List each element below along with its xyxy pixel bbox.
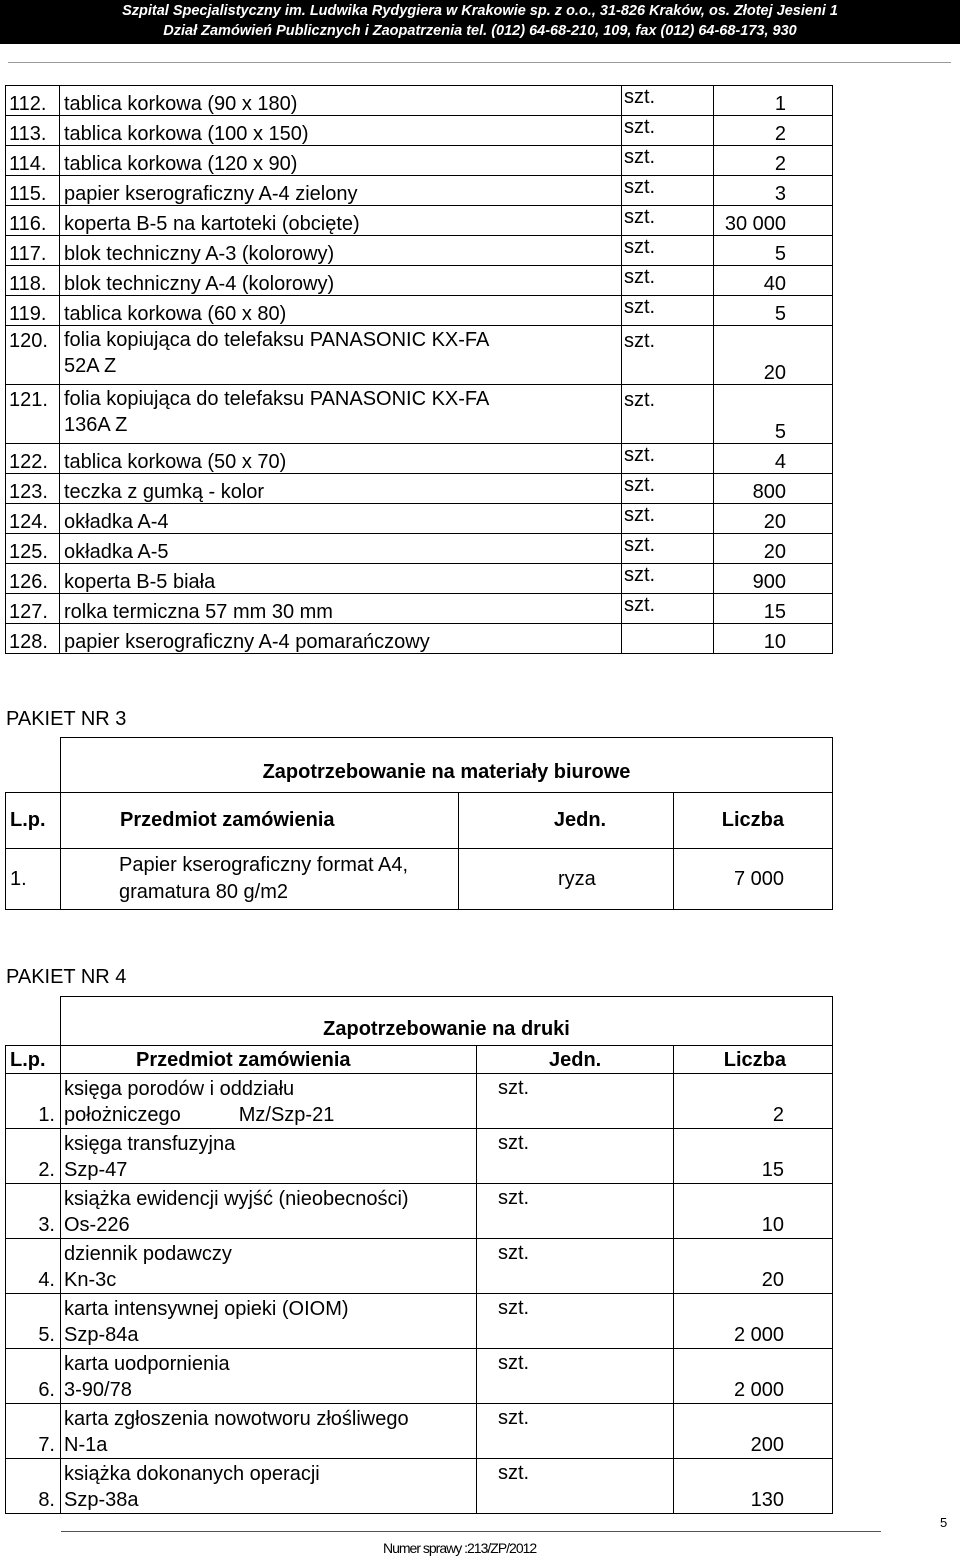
item-name: papier kserograficzny A-4 zielony xyxy=(60,176,622,206)
row-unit: szt. xyxy=(477,1129,674,1184)
header-qty: Liczba xyxy=(674,1046,833,1074)
row-item xyxy=(61,1129,477,1184)
row-number: 1. xyxy=(6,849,61,910)
row-item-line-2-text: Szp-38a xyxy=(64,1489,139,1511)
item-qty: 5 xyxy=(714,236,833,266)
item-unit: szt. xyxy=(622,296,714,326)
item-number: 123. xyxy=(6,474,60,504)
row-item-line-2 xyxy=(64,1432,476,1458)
table-row xyxy=(6,146,833,176)
pakiet-3-table xyxy=(5,737,833,910)
item-name: koperta B-5 biała xyxy=(60,564,622,594)
item-qty: 2 xyxy=(714,146,833,176)
item-qty: 5 xyxy=(714,385,833,444)
item-name-line-1: folia kopiująca do telefaksu PANASONIC KX-FA xyxy=(64,329,490,351)
item-qty: 20 xyxy=(714,534,833,564)
item-unit: szt. xyxy=(622,266,714,296)
item-number: 117. xyxy=(6,236,60,266)
item-qty: 2 xyxy=(714,116,833,146)
table-row xyxy=(6,1459,833,1514)
table-row xyxy=(6,534,833,564)
items-table-body xyxy=(6,86,833,654)
table-row xyxy=(6,385,833,444)
item-name: tablica korkowa (60 x 80) xyxy=(60,296,622,326)
header-item: Przedmiot zamówienia xyxy=(61,1046,477,1074)
item-unit: szt. xyxy=(622,564,714,594)
table-row xyxy=(6,1404,833,1459)
items-table xyxy=(5,85,833,654)
row-item-line-1: karta uodpornienia xyxy=(64,1353,230,1375)
table-row xyxy=(6,504,833,534)
footer-rule xyxy=(61,1531,881,1532)
document-header xyxy=(0,0,960,44)
item-name-line-2: 52A Z xyxy=(64,355,117,377)
row-unit: szt. xyxy=(477,1404,674,1459)
item-name: koperta B-5 na kartoteki (obcięte) xyxy=(60,206,622,236)
table-row xyxy=(6,1294,833,1349)
item-unit: szt. xyxy=(622,594,714,624)
row-qty: 2 xyxy=(674,1074,833,1129)
row-item-line-1: księga transfuzyjna xyxy=(64,1133,236,1155)
item-name: blok techniczny A-3 (kolorowy) xyxy=(60,236,622,266)
item-number: 119. xyxy=(6,296,60,326)
table-row xyxy=(6,266,833,296)
row-number: 2. xyxy=(6,1129,61,1184)
item-unit: szt. xyxy=(622,326,714,385)
item-name xyxy=(60,326,622,385)
row-qty: 200 xyxy=(674,1404,833,1459)
case-number: Numer sprawy :213/ZP/2012 xyxy=(383,1540,537,1556)
item-name: tablica korkowa (100 x 150) xyxy=(60,116,622,146)
header-unit: Jedn. xyxy=(459,793,674,849)
item-number: 128. xyxy=(6,624,60,654)
row-item-line-2-text: położniczego xyxy=(64,1104,181,1126)
row-qty: 20 xyxy=(674,1239,833,1294)
row-item-line-2 xyxy=(64,1212,476,1238)
row-number: 1. xyxy=(6,1074,61,1129)
header-line-1: Szpital Specjalistyczny im. Ludwika Rydygiera w Krakowie sp. z o.o., 31-826 Kraków, os. Złotej Jesieni 1 xyxy=(122,3,838,19)
row-item-line-2 xyxy=(64,1267,476,1293)
item-number: 126. xyxy=(6,564,60,594)
item-number: 116. xyxy=(6,206,60,236)
row-unit: szt. xyxy=(477,1349,674,1404)
pakiet-4-title: Zapotrzebowanie na druki xyxy=(61,997,833,1046)
page-number: 5 xyxy=(940,1515,948,1530)
item-number: 124. xyxy=(6,504,60,534)
table-row xyxy=(6,1349,833,1404)
table-row xyxy=(6,176,833,206)
row-qty: 10 xyxy=(674,1184,833,1239)
item-number: 115. xyxy=(6,176,60,206)
row-item xyxy=(61,1074,477,1129)
item-name xyxy=(60,385,622,444)
item-name: papier kserograficzny A-4 pomarańczowy xyxy=(60,624,622,654)
item-unit xyxy=(622,624,714,654)
table-row xyxy=(6,474,833,504)
pakiet-3-title: Zapotrzebowanie na materiały biurowe xyxy=(61,738,833,793)
item-number: 120. xyxy=(6,326,60,385)
item-qty: 1 xyxy=(714,86,833,116)
row-item xyxy=(61,1294,477,1349)
row-item xyxy=(61,1459,477,1514)
row-number: 5. xyxy=(6,1294,61,1349)
row-qty: 7 000 xyxy=(674,849,833,910)
item-name: blok techniczny A-4 (kolorowy) xyxy=(60,266,622,296)
table-row xyxy=(6,236,833,266)
row-number: 8. xyxy=(6,1459,61,1514)
table-row xyxy=(6,116,833,146)
row-number: 6. xyxy=(6,1349,61,1404)
row-item xyxy=(61,1349,477,1404)
item-qty: 4 xyxy=(714,444,833,474)
table-row xyxy=(6,206,833,236)
item-qty: 900 xyxy=(714,564,833,594)
table-row xyxy=(6,444,833,474)
header-item: Przedmiot zamówienia xyxy=(61,793,459,849)
pakiet-4-label: PAKIET NR 4 xyxy=(6,966,127,988)
item-unit: szt. xyxy=(622,206,714,236)
header-rule xyxy=(8,62,951,63)
row-unit: szt. xyxy=(477,1459,674,1514)
row-item-line-2 xyxy=(64,1102,476,1128)
item-qty: 800 xyxy=(714,474,833,504)
row-qty: 2 000 xyxy=(674,1349,833,1404)
table-row xyxy=(6,1074,833,1129)
item-number: 113. xyxy=(6,116,60,146)
row-item-line-1: książka ewidencji wyjść (nieobecności) xyxy=(64,1188,409,1210)
row-qty: 130 xyxy=(674,1459,833,1514)
item-unit: szt. xyxy=(622,146,714,176)
item-unit: szt. xyxy=(622,176,714,206)
item-qty: 10 xyxy=(714,624,833,654)
row-number: 7. xyxy=(6,1404,61,1459)
item-number: 127. xyxy=(6,594,60,624)
item-name: tablica korkowa (90 x 180) xyxy=(60,86,622,116)
row-item xyxy=(61,1239,477,1294)
item-unit: szt. xyxy=(622,474,714,504)
row-item xyxy=(61,849,459,910)
row-item-line-2-text: Szp-84a xyxy=(64,1324,139,1346)
header-lp: L.p. xyxy=(6,1046,61,1074)
item-name: tablica korkowa (50 x 70) xyxy=(60,444,622,474)
row-item-line-1: książka dokonanych operacji xyxy=(64,1463,320,1485)
item-unit: szt. xyxy=(622,385,714,444)
table-row xyxy=(6,564,833,594)
table-row xyxy=(6,624,833,654)
item-unit: szt. xyxy=(622,534,714,564)
item-qty: 15 xyxy=(714,594,833,624)
item-unit: szt. xyxy=(622,236,714,266)
item-qty: 20 xyxy=(714,504,833,534)
blank-cell xyxy=(6,997,61,1046)
row-qty: 2 000 xyxy=(674,1294,833,1349)
pakiet-4-table xyxy=(5,996,833,1514)
row-item-line-1: Papier kserograficzny format A4, xyxy=(119,854,409,876)
item-unit: szt. xyxy=(622,86,714,116)
blank-cell xyxy=(6,738,61,793)
form-code: Mz/Szp-21 xyxy=(238,1104,335,1126)
row-unit: szt. xyxy=(477,1074,674,1129)
row-item-line-2-text: N-1a xyxy=(64,1434,108,1456)
pakiet-4-header-row xyxy=(6,1046,833,1074)
item-unit: szt. xyxy=(622,116,714,146)
item-name-line-1: folia kopiująca do telefaksu PANASONIC KX-FA xyxy=(64,388,490,410)
item-name-line-2: 136A Z xyxy=(64,414,128,436)
item-name: teczka z gumką - kolor xyxy=(60,474,622,504)
row-item-line-1: karta intensywnej opieki (OIOM) xyxy=(64,1298,349,1320)
item-number: 112. xyxy=(6,86,60,116)
row-item xyxy=(61,1184,477,1239)
row-number: 4. xyxy=(6,1239,61,1294)
row-unit: szt. xyxy=(477,1294,674,1349)
row-unit: szt. xyxy=(477,1184,674,1239)
row-unit: ryza xyxy=(459,849,674,910)
item-qty: 30 000 xyxy=(714,206,833,236)
item-qty: 5 xyxy=(714,296,833,326)
row-item-line-2: gramatura 80 g/m2 xyxy=(119,881,288,903)
item-name: okładka A-4 xyxy=(60,504,622,534)
table-row xyxy=(6,849,833,910)
row-item-line-2-text: Os-226 xyxy=(64,1214,130,1236)
table-row xyxy=(6,1239,833,1294)
item-name: rolka termiczna 57 mm 30 mm xyxy=(60,594,622,624)
row-item-line-1: karta zgłoszenia nowotworu złośliwego xyxy=(64,1408,409,1430)
item-qty: 20 xyxy=(714,326,833,385)
row-item-line-2 xyxy=(64,1487,476,1513)
pakiet-4-table-body xyxy=(6,1074,833,1514)
item-number: 122. xyxy=(6,444,60,474)
header-line-2: Dział Zamówień Publicznych i Zaopatrzenia tel. (012) 64-68-210, 109, fax (012) 64-68-173, 930 xyxy=(163,23,797,39)
table-row xyxy=(6,594,833,624)
row-item-line-2 xyxy=(64,1322,476,1348)
item-number: 125. xyxy=(6,534,60,564)
row-item-line-2 xyxy=(64,1157,476,1183)
item-name: okładka A-5 xyxy=(60,534,622,564)
pakiet-3-header-row xyxy=(6,793,833,849)
row-item-line-2-text: 3-90/78 xyxy=(64,1379,132,1401)
row-unit: szt. xyxy=(477,1239,674,1294)
table-row xyxy=(6,326,833,385)
header-unit: Jedn. xyxy=(477,1046,674,1074)
row-item-line-2-text: Kn-3c xyxy=(64,1269,117,1291)
row-item xyxy=(61,1404,477,1459)
item-unit: szt. xyxy=(622,444,714,474)
item-name: tablica korkowa (120 x 90) xyxy=(60,146,622,176)
header-qty: Liczba xyxy=(674,793,833,849)
row-number: 3. xyxy=(6,1184,61,1239)
item-number: 114. xyxy=(6,146,60,176)
row-qty: 15 xyxy=(674,1129,833,1184)
item-unit: szt. xyxy=(622,504,714,534)
item-qty: 40 xyxy=(714,266,833,296)
table-row xyxy=(6,1129,833,1184)
header-lp: L.p. xyxy=(6,793,61,849)
row-item-line-2-text: Szp-47 xyxy=(64,1159,128,1181)
table-row xyxy=(6,296,833,326)
pakiet-3-label: PAKIET NR 3 xyxy=(6,708,127,730)
item-qty: 3 xyxy=(714,176,833,206)
row-item-line-1: dziennik podawczy xyxy=(64,1243,232,1265)
row-item-line-2 xyxy=(64,1377,476,1403)
item-number: 121. xyxy=(6,385,60,444)
table-row xyxy=(6,86,833,116)
table-row xyxy=(6,1184,833,1239)
row-item-line-1: księga porodów i oddziału xyxy=(64,1078,295,1100)
item-number: 118. xyxy=(6,266,60,296)
